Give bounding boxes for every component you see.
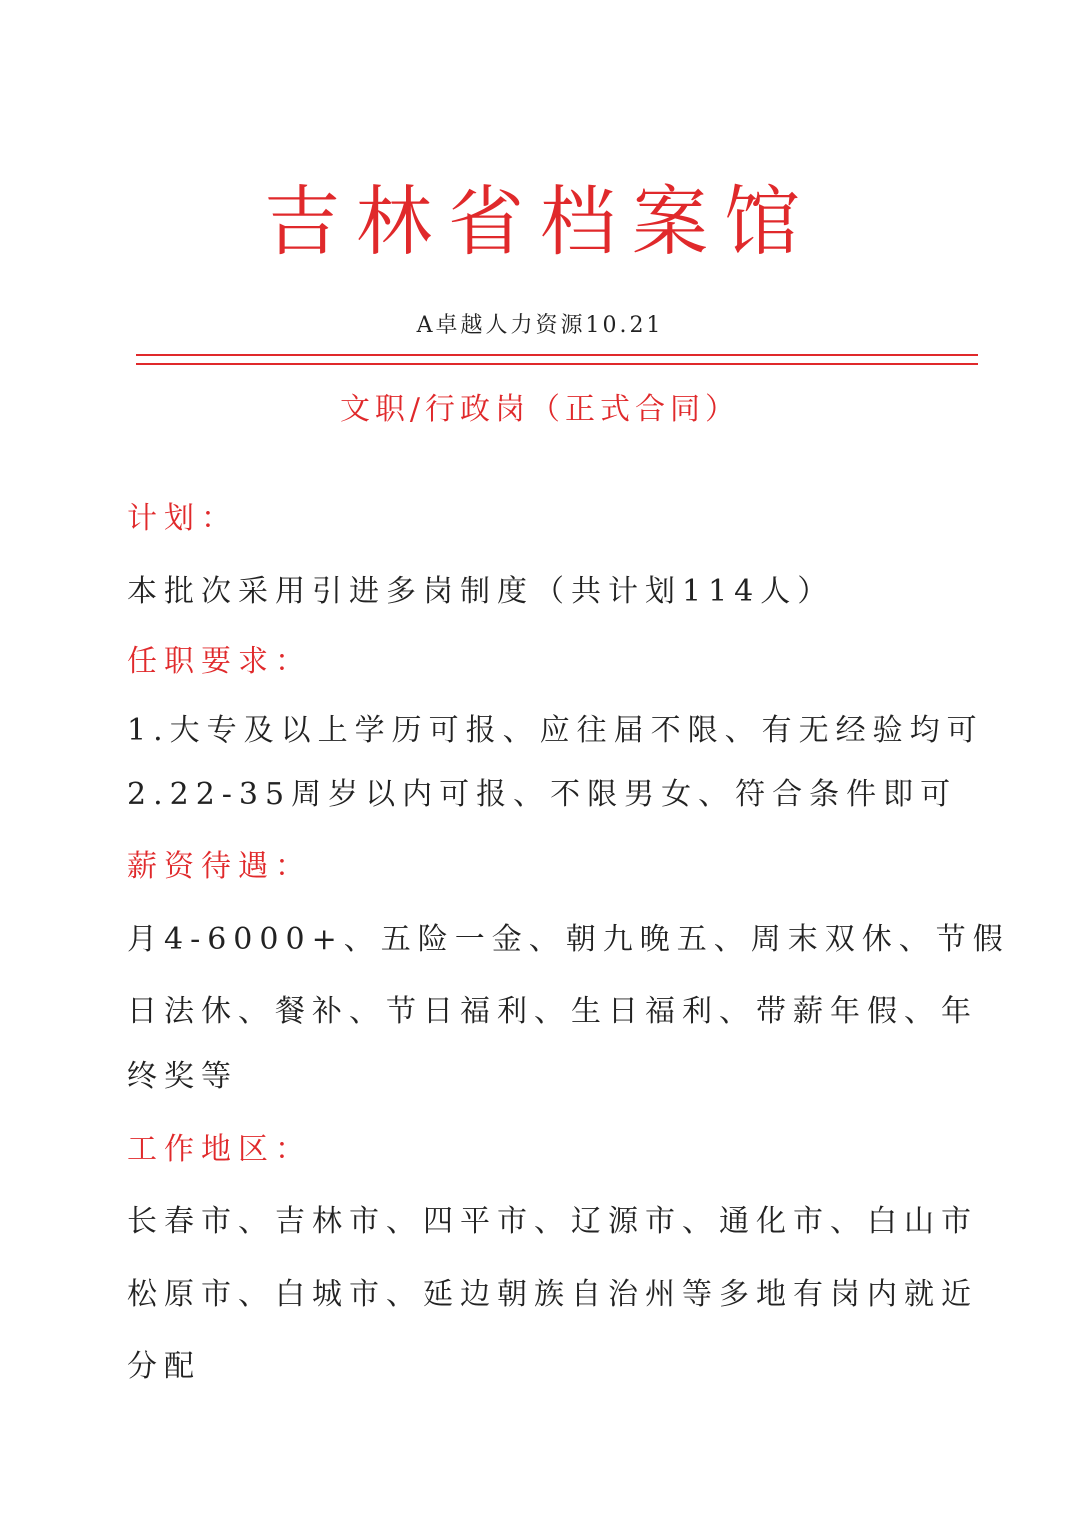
section-heading-location: 工作地区： [127, 1132, 312, 1167]
position-title: 文职/行政岗（正式合同） [339, 392, 741, 427]
section-heading-requirements: 任职要求： [127, 644, 312, 679]
location-line-2: 松原市、白城市、延边朝族自治州等多地有岗内就近 [127, 1277, 978, 1312]
section-heading-salary: 薪资待遇： [127, 849, 312, 884]
header-divider-top [136, 354, 978, 356]
requirement-line-2: 2.22-35周岁以内可报、不限男女、符合条件即可 [127, 777, 958, 812]
plan-line: 本批次采用引进多岗制度（共计划114人） [127, 574, 835, 609]
salary-line-3: 终奖等 [127, 1059, 238, 1094]
location-line-1: 长春市、吉林市、四平市、辽源市、通化市、白山市 [127, 1204, 978, 1239]
document-title: 吉林省档案馆 [264, 177, 816, 266]
requirement-line-1: 1.大专及以上学历可报、应往届不限、有无经验均可 [127, 713, 984, 748]
section-heading-plan: 计划： [127, 501, 238, 536]
salary-line-1: 月4-6000+、五险一金、朝九晚五、周末双休、节假 [127, 922, 1010, 957]
location-line-3: 分配 [127, 1349, 201, 1384]
document-subtitle: A卓越人力资源10.21 [416, 313, 664, 338]
salary-line-2: 日法休、餐补、节日福利、生日福利、带薪年假、年 [127, 994, 978, 1029]
header-divider-bottom [136, 363, 978, 365]
